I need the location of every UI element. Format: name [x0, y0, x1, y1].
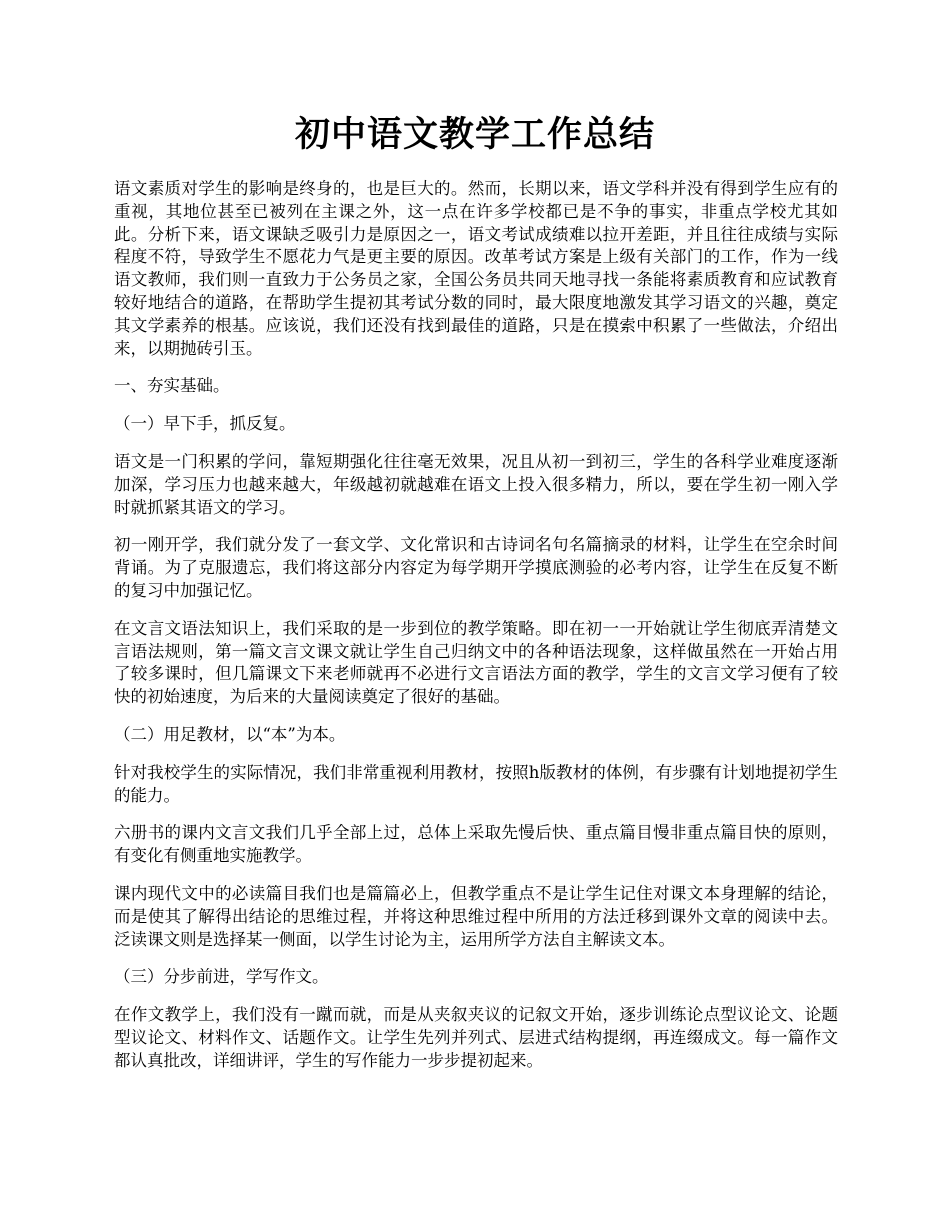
- section-heading-1: 一、夯实基础。: [114, 376, 230, 396]
- subsection-heading-2: （二）用足教材，以“本”为本。: [114, 724, 346, 744]
- document-title: 初中语文教学工作总结: [294, 114, 655, 155]
- document-body: [114, 178, 838, 1088]
- paragraph: 在作文教学上，我们没有一蹴而就，而是从夹叙夹议的记叙文开始，逐步训练论点型议论文、论题型议论文、材料作文、话题作文。让学生先列并列式、层进式结构提纲，再连缀成文。每一篇作文都认真批改，详细讲评，学生的写作能力一步步提初起来。: [114, 1005, 838, 1070]
- subsection-heading-3: （三）分步前进，学写作文。: [114, 967, 329, 987]
- paragraph: 课内现代文中的必读篇目我们也是篇篇必上，但教学重点不是让学生记住对课文本身理解的结论，而是使其了解得出结论的思维过程，并将这种思维过程中所用的方法迁移到课外文章的阅读中去。泛读课文则是选择某一侧面，以学生讨论为主，运用所学方法自主解读文本。: [114, 883, 838, 949]
- intro-paragraph: 语文素质对学生的影响是终身的，也是巨大的。然而，长期以来，语文学科并没有得到学生应有的重视，其地位甚至已被列在主课之外，这一点在许多学校都已是不争的事实，非重点学校尤其如此。分析下来，语文课缺乏吸引力是原因之一，语文考试成绩难以拉开差距，并且往往成绩与实际程度不符，导致学生不愿花力气是更主要的原因。改革考试方案是上级有关部门的工作，作为一线语文教师，我们则一直致力于公务员之家，全国公务员共同天地寻找一条能将素质教育和应试教育较好地结合的道路，在帮助学生提初其考试分数的同时，最大限度地激发其学习语文的兴趣，奠定其文学素养的根基。应该说，我们还没有找到最佳的道路，只是在摸索中积累了一些做法，介绍出来，以期抛砖引玉。: [114, 179, 838, 358]
- paragraph: 语文是一门积累的学问，靠短期强化往往毫无效果，况且从初一到初三，学生的各科学业难度逐渐加深，学习压力也越来越大，年级越初就越难在语文上投入很多精力，所以，要在学生初一刚入学时就抓紧其语文的学习。: [114, 451, 838, 517]
- paragraph: 在文言文语法知识上，我们采取的是一步到位的教学策略。即在初一一开始就让学生彻底弄清楚文言语法规则，第一篇文言文课文就让学生自己归纳文中的各种语法现象，这样做虽然在一开始占用了较多课时，但几篇课文下来老师就再不必进行文言语法方面的教学，学生的文言文学习便有了较快的初始速度，为后来的大量阅读奠定了很好的基础。: [114, 618, 838, 707]
- paragraph: 初一刚开学，我们就分发了一套文学、文化常识和古诗词名句名篇摘录的材料，让学生在空余时间背诵。为了克服遗忘，我们将这部分内容定为每学期开学摸底测验的必考内容，让学生在反复不断的复习中加强记忆。: [114, 535, 838, 600]
- subsection-heading-1: （一）早下手，抓反复。: [114, 414, 296, 434]
- paragraph: 六册书的课内文言文我们几乎全部上过，总体上采取先慢后快、重点篇目慢非重点篇目快的原则，有变化有侧重地实施教学。: [114, 823, 838, 866]
- paragraph: 针对我校学生的实际情况，我们非常重视利用教材，按照h版教材的体例，有步骤有计划地提初学生的能力。: [114, 762, 838, 805]
